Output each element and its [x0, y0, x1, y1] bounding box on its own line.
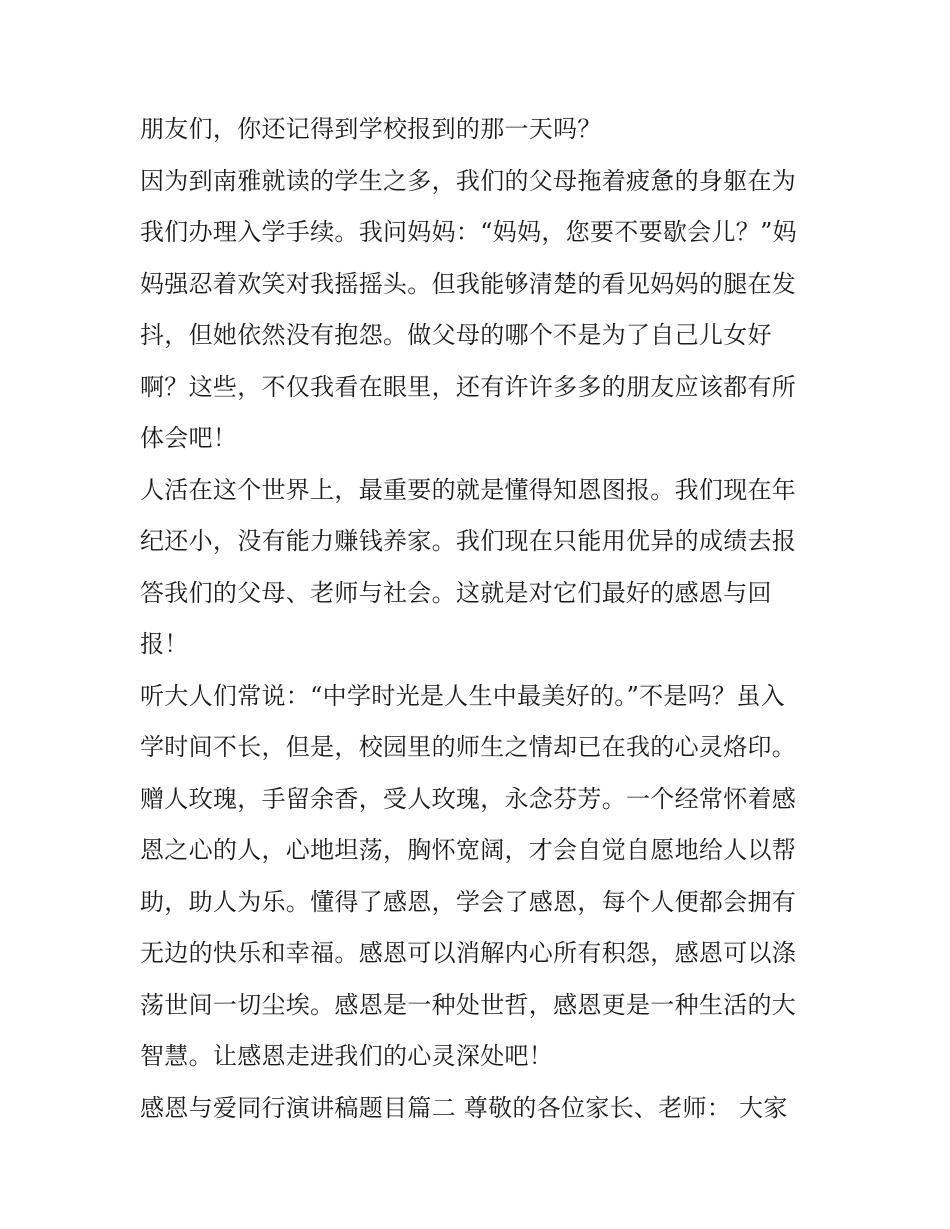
text-line: 人活在这个世界上，最重要的就是懂得知恩图报。我们现在年 [140, 475, 797, 504]
text-line: 纪还小，没有能力赚钱养家。我们现在只能用优异的成绩去报 [140, 527, 797, 555]
text-line: 因为到南雅就读的学生之多，我们的父母拖着疲惫的身躯在为 [140, 166, 797, 195]
text-line: 我们办理入学手续。我问妈妈：“妈妈，您要不要歇会儿？”妈 [140, 218, 797, 246]
text-line: 啊？这些，不仅我看在眼里，还有许许多多的朋友应该都有所 [140, 372, 797, 401]
text-line: 荡世间一切尘埃。感恩是一种处世哲，感恩更是一种生活的大 [140, 990, 797, 1019]
text-line: 助，助人为乐。懂得了感恩，学会了感恩，每个人便都会拥有 [140, 887, 797, 916]
text-line: 智慧。让感恩走进我们的心灵深处吧！ [140, 1042, 554, 1070]
document-body [140, 107, 820, 1137]
text-line: 体会吧！ [140, 424, 238, 452]
text-line: 朋友们，你还记得到学校报到的那一天吗？ [140, 115, 602, 143]
text-line: 无边的快乐和幸福。感恩可以消解内心所有积怨，感恩可以涤 [140, 939, 797, 967]
text-line: 学时间不长，但是，校园里的师生之情却已在我的心灵烙印。 [140, 733, 797, 761]
text-line: 抖，但她依然没有抱怨。做父母的哪个不是为了自己儿女好 [140, 321, 772, 349]
text-line: 感恩与爱同行演讲稿题目篇二 尊敬的各位家长、老师： 大家 [140, 1093, 788, 1122]
text-line: 妈强忍着欢笑对我摇摇头。但我能够清楚的看见妈妈的腿在发 [140, 269, 797, 298]
text-line: 听大人们常说：“中学时光是人生中最美好的。”不是吗？虽入 [140, 681, 785, 710]
text-line: 答我们的父母、老师与社会。这就是对它们最好的感恩与回 [140, 578, 772, 607]
text-line: 恩之心的人，心地坦荡，胸怀宽阔，才会自觉自愿地给人以帮 [140, 836, 797, 864]
text-line: 报！ [140, 630, 189, 658]
text-line: 赠人玫瑰，手留余香，受人玫瑰，永念芬芳。一个经常怀着感 [140, 784, 797, 813]
